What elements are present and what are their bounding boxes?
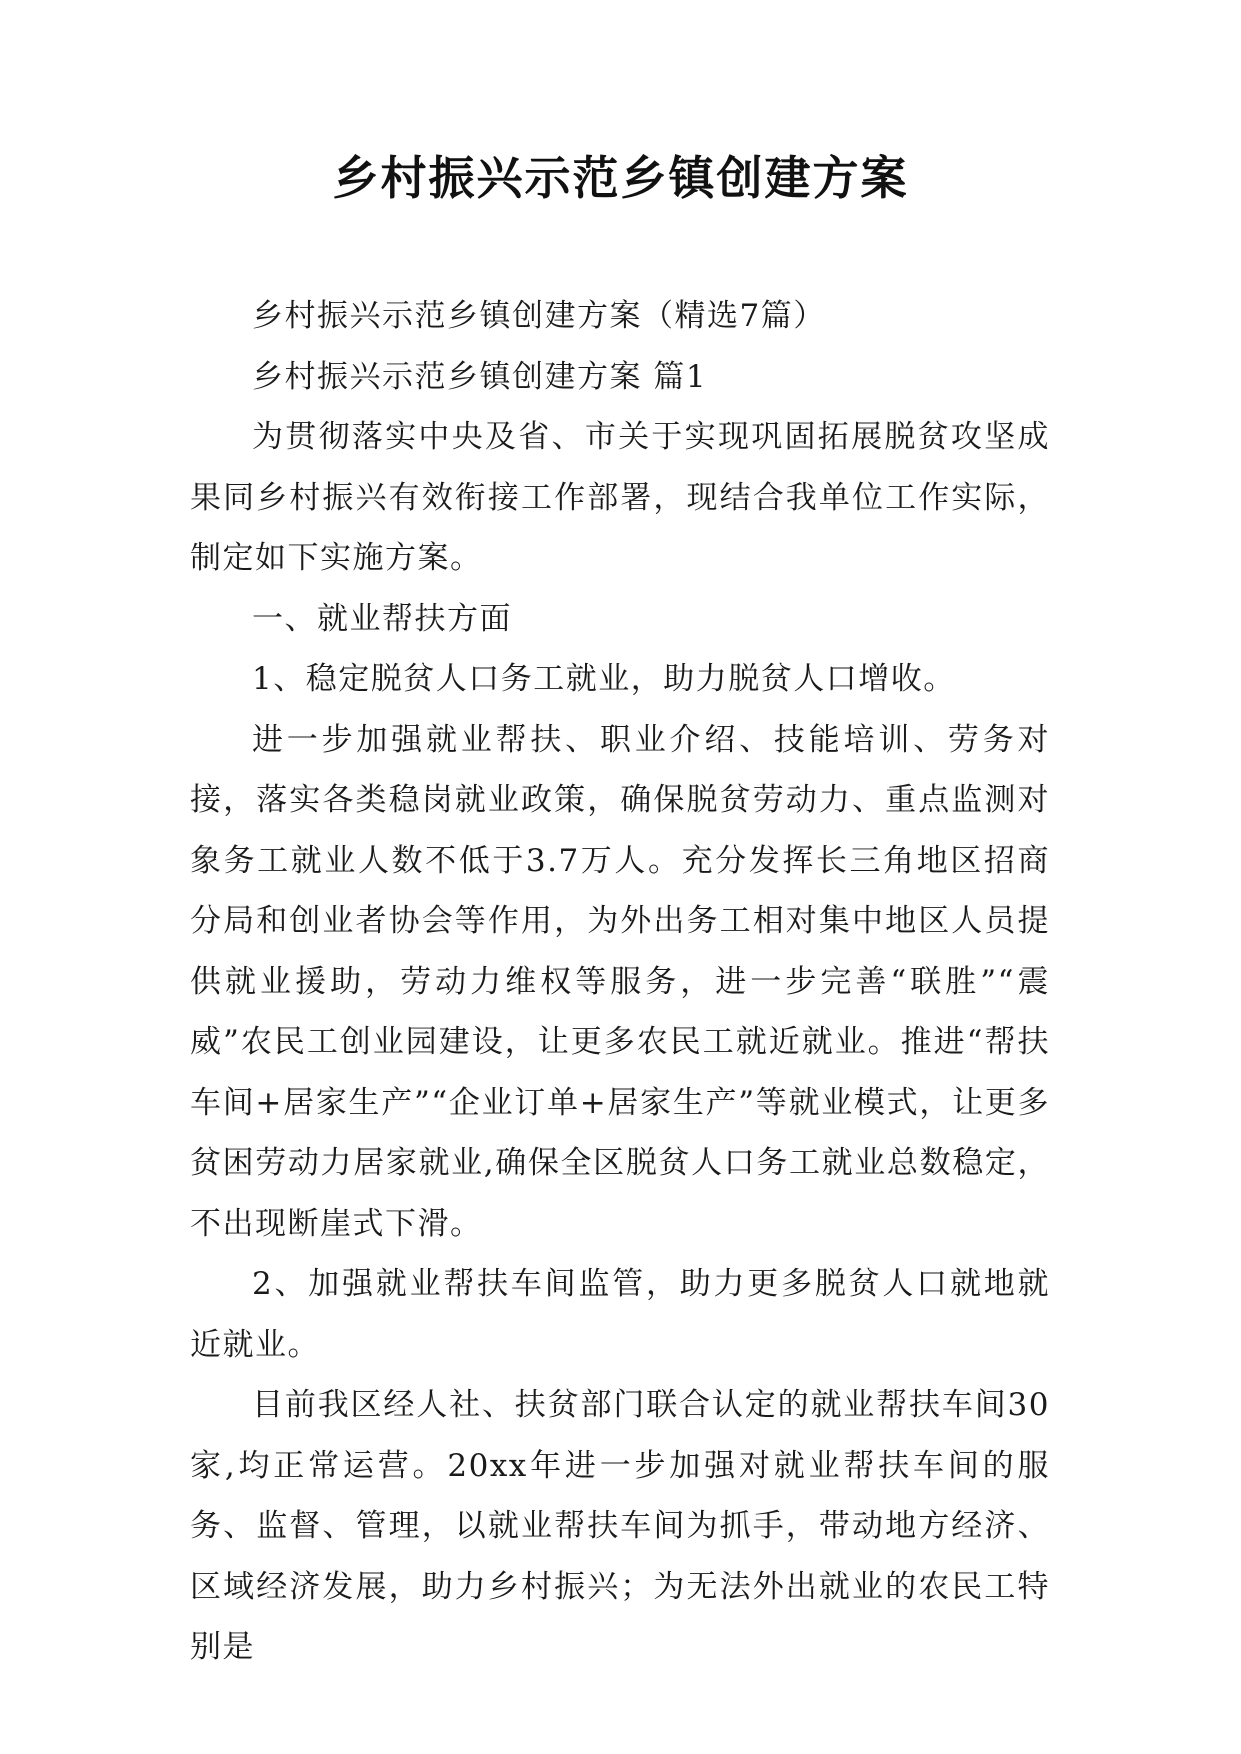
paragraph-item-1-heading: 1、稳定脱贫人口务工就业，助力脱贫人口增收。 [252, 661, 956, 697]
paragraph-item-2-heading: 2、加强就业帮扶车间监管，助力更多脱贫人口就地就近就业。 [190, 1266, 1050, 1363]
paragraph-heading-employment: 一、就业帮扶方面 [252, 600, 512, 637]
paragraph-subtitle: 乡村振兴示范乡镇创建方案（精选7篇） [252, 298, 826, 334]
paragraph-section-heading: 乡村振兴示范乡镇创建方案 篇1 [252, 358, 708, 395]
paragraph-item-1-body: 进一步加强就业帮扶、职业介绍、技能培训、劳务对接，落实各类稳岗就业政策，确保脱贫劳动力、重点监测对象务工就业人数不低于3.7万人。充分发挥长三角地区招商分局和创业者协会等作用，为外出务工相对集中地区人员提供就业援助，劳动力维权等服务，进一步完善“联胜”“震威”农民工创业园建设，让更多农民工就近就业。推进“帮扶车间+居家生产”“企业订单+居家生产”等就业模式，让更多贫困劳动力居家就业,确保全区脱贫人口务工就业总数稳定，不出现断崖式下滑。 [190, 721, 1050, 1242]
document-body [190, 286, 1050, 1678]
paragraph-intro: 为贯彻落实中央及省、市关于实现巩固拓展脱贫攻坚成果同乡村振兴有效衔接工作部署，现结合我单位工作实际，制定如下实施方案。 [190, 419, 1050, 576]
paragraph-item-2-body: 目前我区经人社、扶贫部门联合认定的就业帮扶车间30家,均正常运营。20xx年进一步加强对就业帮扶车间的服务、监督、管理，以就业帮扶车间为抓手，带动地方经济、区域经济发展，助力乡村振兴；为无法外出就业的农民工特别是 [190, 1387, 1050, 1665]
document-title: 乡村振兴示范乡镇创建方案 [332, 151, 909, 205]
